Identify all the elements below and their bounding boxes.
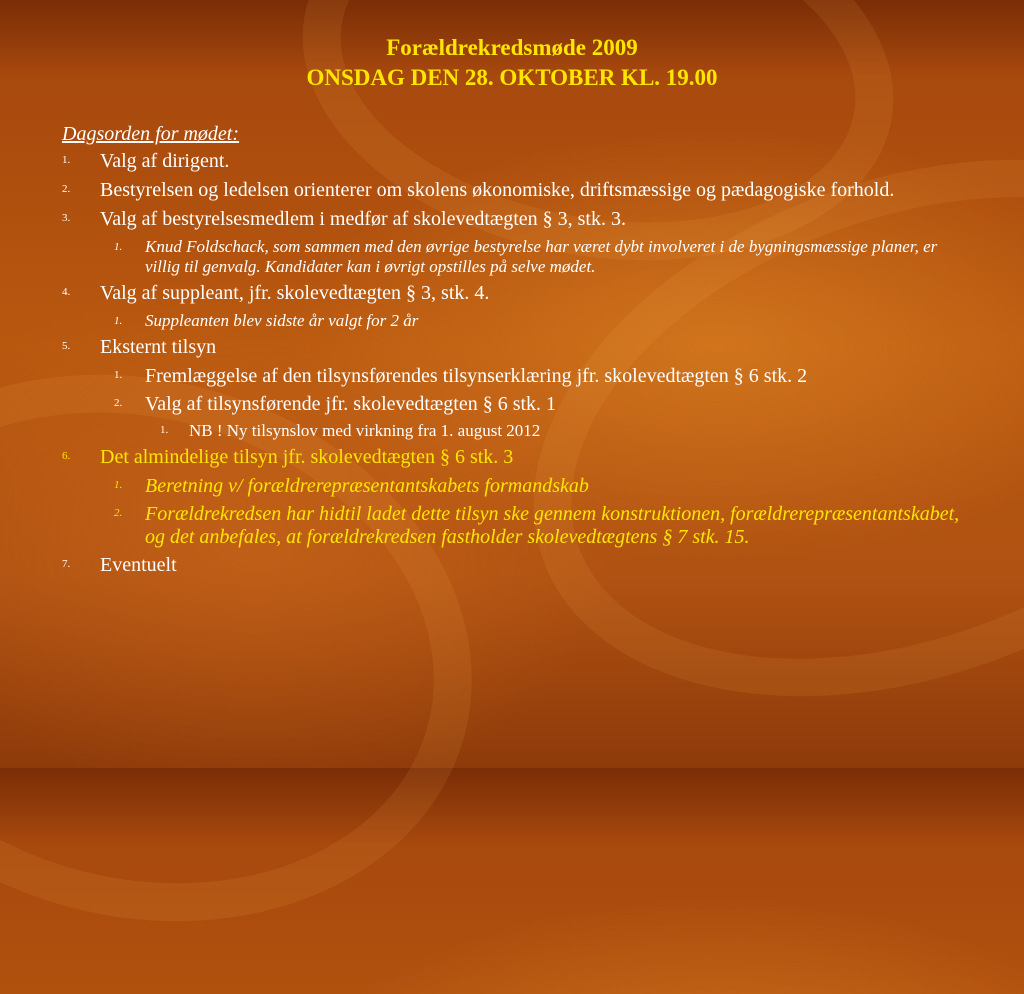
agenda-item-6 (62, 446, 962, 469)
item-text: Valg af dirigent. (100, 150, 230, 172)
item-text: Valg af bestyrelsesmedlem i medfør af skolevedtægten § 3, stk. 3. (100, 208, 626, 230)
item-text: Bestyrelsen og ledelsen orienterer om skolens økonomiske, driftsmæssige og pædagogiske forhold. (100, 179, 895, 201)
item-number: 3. (62, 212, 71, 224)
title-line-1: Forældrekredsmøde 2009 (386, 35, 638, 60)
agenda-item-1 (62, 150, 962, 173)
subitem-number: 1. (114, 369, 123, 381)
item-text: Eventuelt (100, 554, 177, 576)
item-text: Det almindelige tilsyn jfr. skolevedtægten § 6 stk. 3 (100, 446, 514, 468)
agenda-item-5 (62, 336, 962, 359)
agenda-subitem-3-1 (62, 237, 962, 277)
agenda-heading: Dagsorden for mødet: (62, 123, 240, 145)
subitem-text: Suppleanten blev sidste år valgt for 2 år (145, 311, 419, 330)
slide-title (0, 33, 1024, 93)
item-number: 2. (62, 183, 71, 195)
item-text: Valg af suppleant, jfr. skolevedtægten § 3, stk. 4. (100, 282, 490, 304)
agenda-subitem-5-2 (62, 393, 962, 416)
subitem-text: Knud Foldschack, som sammen med den øvrige bestyrelse har været dybt involveret i de bygningsmæssige planer, er villig til genvalg. Kandidater kan i øvrigt opstilles på selve mødet. (145, 237, 938, 276)
agenda-subsubitem-5-2-1 (62, 421, 962, 441)
subitem-text: Fremlæggelse af den tilsynsførendes tilsynserklæring jfr. skolevedtægten § 6 stk. 2 (145, 365, 808, 387)
subsubitem-number: 1. (160, 424, 169, 436)
agenda-item-2 (62, 179, 962, 202)
subitem-number: 1. (114, 479, 123, 491)
item-number: 6. (62, 450, 71, 462)
subitem-text: Valg af tilsynsførende jfr. skolevedtægten § 6 stk. 1 (145, 393, 557, 415)
agenda (62, 122, 962, 583)
item-number: 1. (62, 154, 71, 166)
item-text: Eksternt tilsyn (100, 336, 217, 358)
subitem-text: Forældrekredsen har hidtil ladet dette tilsyn ske gennem konstruktionen, forældrerepræsentantskabet, og det anbefales, at forældrekredsen fastholder skolevedtægtens § 7 stk. 15. (145, 503, 960, 548)
subitem-text: Beretning v/ forældrerepræsentantskabets formandskab (145, 475, 589, 497)
item-number: 7. (62, 558, 71, 570)
subsubitem-text: NB ! Ny tilsynslov med virkning fra 1. august 2012 (189, 421, 541, 440)
agenda-subitem-4-1 (62, 311, 962, 331)
agenda-item-3 (62, 208, 962, 231)
agenda-subitem-6-2 (62, 503, 962, 549)
agenda-subitem-6-1 (62, 475, 962, 498)
subitem-number: 2. (114, 397, 123, 409)
subitem-number: 1. (114, 315, 123, 327)
agenda-item-7 (62, 554, 962, 577)
subitem-number: 1. (114, 241, 123, 253)
item-number: 5. (62, 340, 71, 352)
agenda-subitem-5-1 (62, 365, 962, 388)
item-number: 4. (62, 286, 71, 298)
agenda-item-4 (62, 282, 962, 305)
subitem-number: 2. (114, 507, 123, 519)
title-line-2: ONSDAG DEN 28. OKTOBER KL. 19.00 (306, 65, 718, 90)
